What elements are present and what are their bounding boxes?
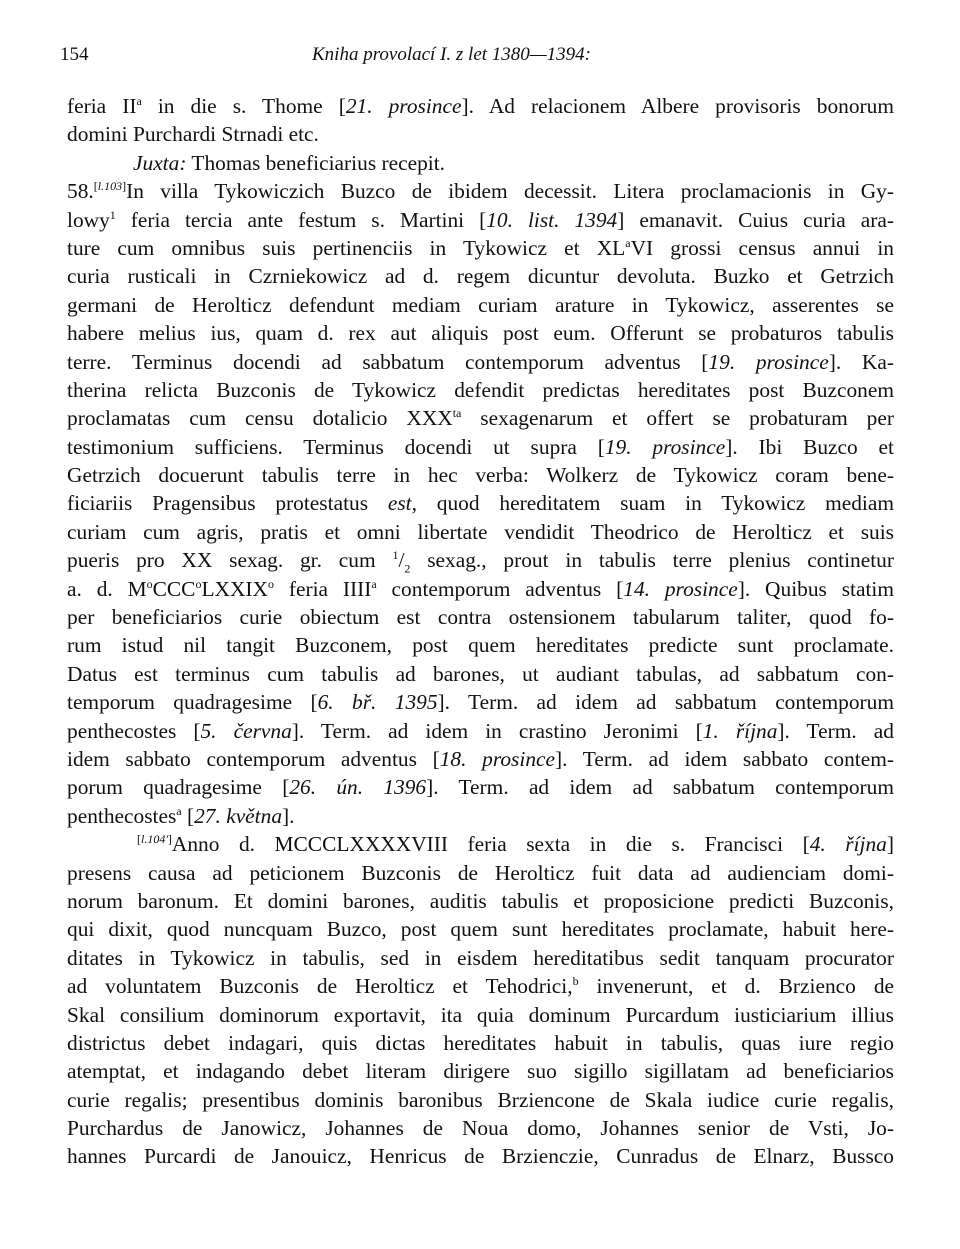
text-line: norum baronum. Et domini barones, auditis tabulis et proposicione predicti Buzconis, (67, 888, 894, 913)
text-line: rum istud nil tangit Buzconem, post quem hereditates predicte sunt proclamate. (67, 633, 894, 658)
text-line: per beneficiarios curie obiectum est contra ostensionem tabularum taliter, quod fo- (67, 605, 894, 630)
page-header (60, 44, 900, 74)
text-line: penthecostes [5. června]. Term. ad idem in crastino Jeronimi [1. října]. Term. ad (67, 718, 894, 743)
running-title: Kniha provolací I. z let 1380—1394: (312, 44, 591, 65)
text-line: atemptat, et indagando debet literam dirigere suo sigillo sigillatam ad beneficiarios (67, 1059, 894, 1084)
text-line: districtus debet indagari, quis dictas hereditates habuit in tabulis, quas iure regio (67, 1030, 894, 1055)
text-line: hannes Purcardi de Janouicz, Henricus de Brzienczie, Cunradus de Elnarz, Bussco (67, 1144, 894, 1169)
text-line: Juxta: Thomas beneficiarius recepit. (133, 150, 446, 175)
text-line: penthecostes$^a$ [27. května]. (67, 803, 295, 828)
text-line: testimonium sufficiens. Terminus docendi ut supra [19. prosince]. Ibi Buzco et (67, 434, 894, 459)
page-number: 154 (60, 44, 89, 65)
text-line: curie regalis; presentibus dominis baronibus Brziencone de Skala iudice curie regalis, (67, 1087, 894, 1112)
text-line: Purchardus de Janowicz, Johannes de Noua domo, Johannes senior de Vsti, Jo- (67, 1116, 894, 1141)
text-line: [l.104']Anno d. MCCCLXXXXVIII feria sexta in die s. Francisci [4. října] (137, 832, 894, 857)
text-line: qui dixit, quod nuncquam Buzco, post quem sunt hereditates proclamate, habuit here- (67, 917, 894, 942)
text-line: Datus est terminus cum tabulis ad barones, ut audiant tabulas, ad sabbatum con- (67, 661, 894, 686)
text-line: curiam cum agris, pratis et omni libertate vendidit Theodrico de Herolticz et suis (67, 519, 894, 544)
text-line: terre. Terminus docendi ad sabbatum contemporum adventus [19. prosince]. Ka- (67, 349, 894, 374)
text-line: temporum quadragesime [6. bř. 1395]. Term. ad idem ad sabbatum contemporum (67, 690, 894, 715)
text-line: domini Purchardi Strnadi etc. (67, 122, 319, 147)
text-line: proclamatas cum censu dotalicio $XXX^{ta}$ sexagenarum et offert se probaturam per (67, 406, 894, 431)
text-line: ad voluntatem Buzconis de Herolticz et Tehodrici,$^b$ invenerunt, et d. Brzienco de (67, 973, 894, 999)
text-line: 58.[l.103]In villa Tykowiczich Buzco de ibidem decessit. Litera proclamacionis in Gy- (67, 179, 894, 204)
text-line: lowy$^1$ feria tercia ante festum s. Martini [10. list. 1394] emanavit. Cuius curia ara- (67, 207, 894, 232)
text-line: curia rusticali in Czrniekowicz ad d. regem dicuntur devoluta. Buzko et Getrzich (67, 264, 894, 289)
text-line: therina relicta Buzconis de Tykowicz defendit predictas hereditates post Buzconem (67, 377, 894, 402)
text-line: habere melius ius, quam d. rex aut aliquis post eum. Offerunt se probaturos tabulis (67, 321, 894, 346)
text-line: germani de Herolticz defendunt mediam curiam arature in Tykowicz, asserentes se (67, 292, 894, 317)
text-line: a. d. $M^oCCC^oLXXIX^o$ feria IIII$^a$ contemporum adventus [14. prosince]. Quibus statim (67, 576, 894, 601)
text-line: ditates in Tykowicz in tabulis, sed in eisdem hereditatibus sedit tanquam procurator (67, 945, 894, 970)
text-line: Getrzich docuerunt tabulis terre in hec verba: Wolkerz de Tykowicz coram bene- (67, 463, 894, 488)
text-line: ture cum omnibus suis pertinenciis in Tykowicz et $XL^aVI$ grossi census annui in (67, 235, 894, 260)
text-line: ficiariis Pragensibus protestatus est, quod hereditatem suam in Tykowicz mediam (67, 491, 894, 516)
text-line: Skal consilium dominorum exportavit, ita quia dominum Purcardum iusticiarium illius (67, 1002, 894, 1027)
text-line: presens causa ad peticionem Buzconis de Herolticz fuit data ad audienciam domi- (67, 860, 894, 885)
text-line: pueris pro XX sexag. gr. cum $^1/_2$ sexag., prout in tabulis terre plenius continetur (67, 548, 894, 575)
text-body (67, 92, 894, 1171)
text-line: idem sabbato contemporum adventus [18. prosince]. Term. ad idem sabbato contem- (67, 746, 894, 771)
text-line: porum quadragesime [26. ún. 1396]. Term. ad idem ad sabbatum contemporum (67, 775, 894, 800)
text-line: feria $II^a$ in die s. Thome [21. prosince]. Ad relacionem Albere provisoris bonorum (67, 93, 894, 118)
